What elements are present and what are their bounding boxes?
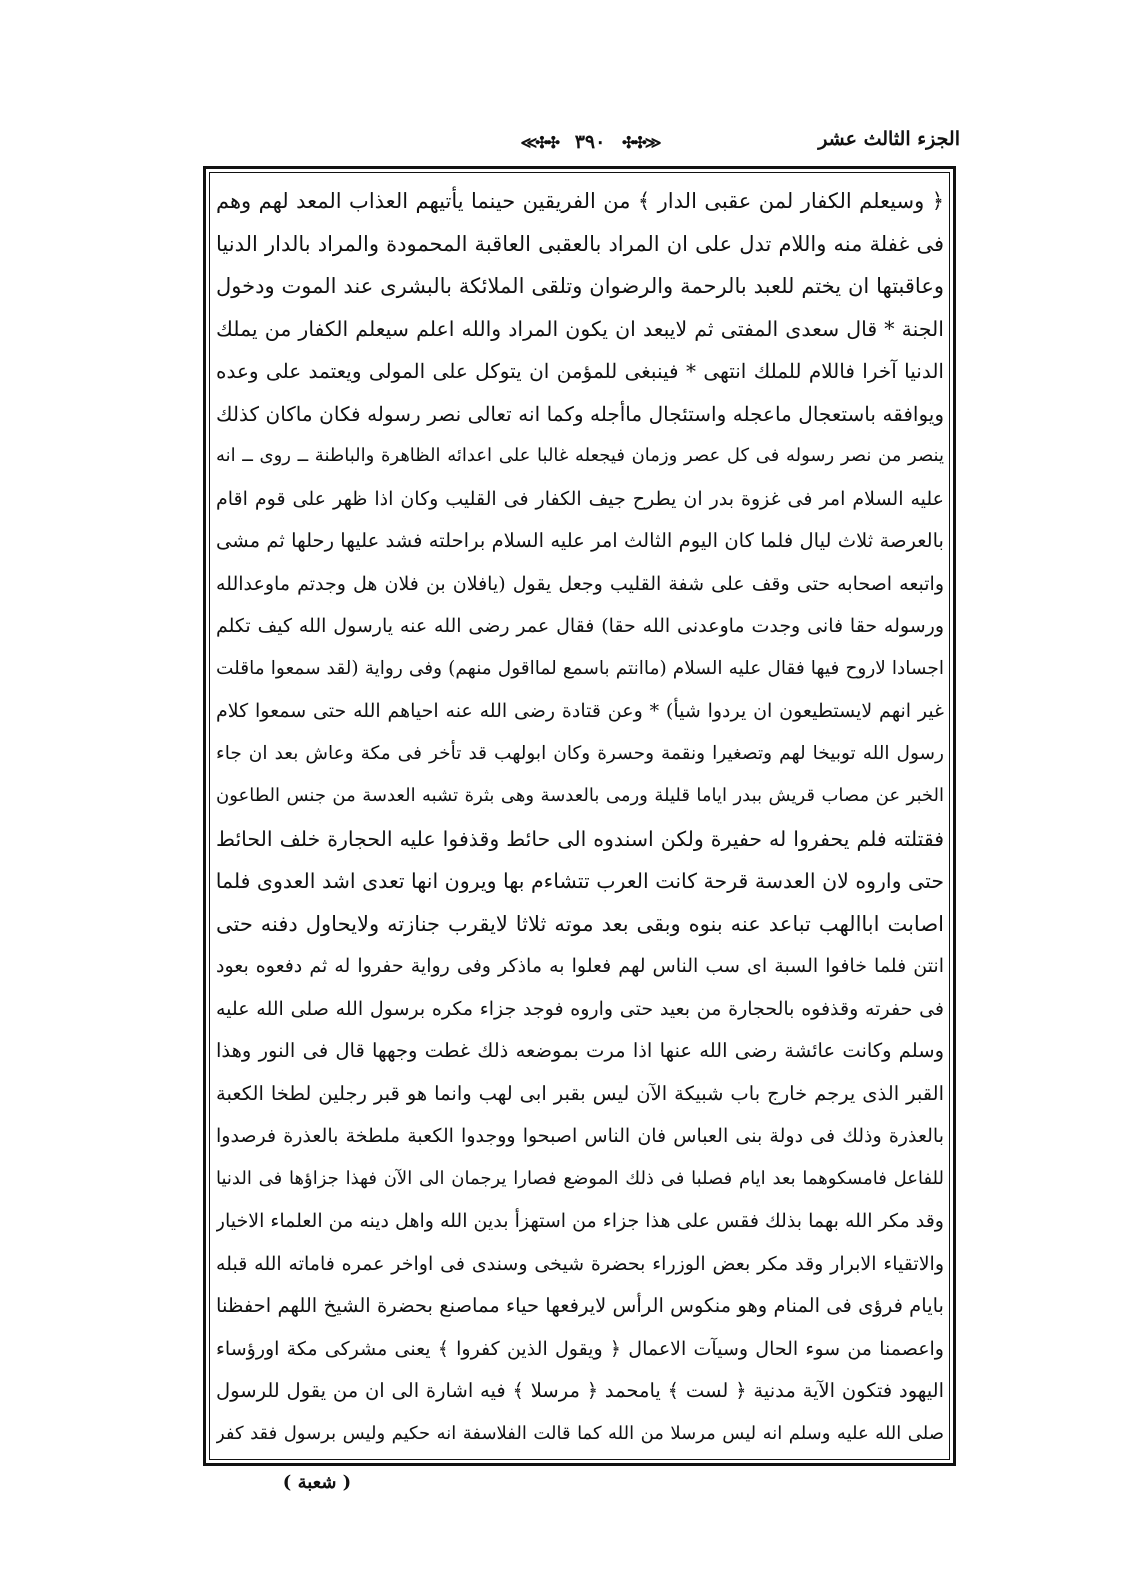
text-line: فى غفلة منه واللام تدل على ان المراد بالعقبى العاقبة المحمودة والمراد بالدار الدنيا [216, 231, 944, 256]
text-line: غير انهم لايستطيعون ان يردوا شيأ) * وعن قتادة رضى الله عنه احياهم الله حتى سمعوا كلام [216, 700, 944, 722]
body-text [216, 180, 944, 1456]
text-line: انتن فلما خافوا السبة اى سب الناس لهم فعلوا به ماذكر وفى رواية حفروا له ثم دفعوه بعود [216, 955, 944, 977]
text-line: واعصمنا من سوء الحال وسيآت الاعمال ﴿ ويقول الذين كفروا ﴾ يعنى مشركى مكة اورؤساء [216, 1337, 944, 1360]
ornament-left-icon: ≪✣✣ [520, 132, 559, 152]
signature-mark: ( شعبة ) [282, 1472, 352, 1493]
text-line: الدنيا آخرا فاللام للملك انتهى * فينبغى للمؤمن ان يتوكل على المولى ويعتمد على وعده [216, 359, 944, 383]
text-line: ينصر من نصر رسوله فى كل عصر وزمان فيجعله غالبا على اعدائه الظاهرة والباطنة ــ روى ــ انه [216, 445, 944, 466]
text-line: صلى الله عليه وسلم انه ليس مرسلا من الله كما قالت الفلاسفة انه حكيم وليس برسول فقد كفر [216, 1422, 944, 1444]
text-line: بايام فرؤى فى المنام وهو منكوس الرأس لايرفعها حياء مماصنع بحضرة الشيخ اللهم احفظنا [216, 1294, 944, 1317]
text-line: واتبعه اصحابه حتى وقف على شفة القليب وجعل يقول (يافلان بن فلان هل وجدتم ماوعدالله [216, 572, 944, 595]
text-line: ويوافقه باستعجال ماعجله واستئجال ماأجله وكما انه تعالى نصر رسوله فكان ماكان كذلك [216, 401, 944, 426]
text-line: وقد مكر الله بهما بذلك فقس على هذا جزاء من استهزأ بدين الله واهل دينه من العلماء الاخيار [216, 1210, 944, 1232]
text-line: حتى واروه لان العدسة قرحة كانت العرب تتشاءم بها ويرون انها تعدى اشد العدوى فلما [216, 869, 944, 893]
text-line: بالعذرة وذلك فى دولة بنى العباس فان الناس اصبحوا ووجدوا الكعبة ملطخة بالعذرة فرصدوا [216, 1125, 944, 1147]
text-line: عليه السلام امر فى غزوة بدر ان يطرح جيف الكفار فى القليب وكان اذا ظهر على قوم اقام [216, 487, 944, 510]
text-line: فى حفرته وقذفوه بالحجارة من بعيد حتى واروه فوجد جزاء مكره برسول الله صلى الله عليه [216, 997, 944, 1020]
text-line: ورسوله حقا فانى وجدت ماوعدنى الله حقا) فقال عمر رضى الله عنه يارسول الله كيف تكلم [216, 615, 944, 637]
text-line: للفاعل فامسكوهما بعد ايام فصلبا فى ذلك الموضع فصارا يرجمان الى الآن فهذا جزاؤها فى الدنيا [216, 1167, 944, 1189]
text-line: الخبر عن مصاب قريش ببدر اياما قليلة ورمى بالعدسة وهى بثرة تشبه العدسة من جنس الطاعون [216, 785, 944, 806]
text-line: رسول الله توبيخا لهم وتصغيرا ونقمة وحسرة وكان ابولهب قد تأخر فى مكة وعاش بعد ان جاء [216, 742, 944, 764]
text-line: الجنة * قال سعدى المفتى ثم لايبعد ان يكون المراد والله اعلم سيعلم الكفار من يملك [216, 316, 944, 341]
text-line: اجسادا لاروح فيها فقال عليه السلام (ماانتم باسمع لمااقول منهم) وفى رواية (لقد سمعوا ماقلت [216, 657, 944, 679]
ornament-right-icon: ✣✣≫ [621, 132, 660, 152]
text-line: القبر الذى يرجم خارج باب شبيكة الآن ليس بقبر ابى لهب وانما هو قبر رجلين لطخا الكعبة [216, 1081, 944, 1105]
text-line: وسلم وكانت عائشة رضى الله عنها اذا مرت بموضعه ذلك غطت وجهها قال فى النور وهذا [216, 1039, 944, 1062]
page-number-block [500, 130, 680, 153]
page-number: ٣٩٠ [574, 131, 606, 153]
text-line [216, 1455, 944, 1456]
running-header [200, 128, 960, 168]
text-line: فقتلته فلم يحفروا له حفيرة ولكن اسندوه الى حائط وقذفوا عليه الحجارة خلف الحائط [216, 826, 944, 851]
text-line: بالعرصة ثلاث ليال فلما كان اليوم الثالث امر عليه السلام براحلته فشد عليها رحلها ثم مشى [216, 529, 944, 552]
text-line: ﴿ وسيعلم الكفار لمن عقبى الدار ﴾ من الفريقين حينما يأتيهم العذاب المعد لهم وهم [216, 189, 944, 213]
text-line: اليهود فتكون الآية مدنية ﴿ لست ﴾ يامحمد ﴿ مرسلا ﴾ فيه اشارة الى ان من يقول للرسول [216, 1379, 944, 1402]
text-line: اصابت اباالهب تباعد عنه بنوه وبقى بعد موته ثلاثا لايقرب جنازته ولايحاول دفنه حتى [216, 911, 944, 936]
part-title: الجزء الثالث عشر [818, 128, 960, 150]
text-line: وعاقبتها ان يختم للعبد بالرحمة والرضوان وتلقى الملائكة بالبشرى عند الموت ودخول [216, 274, 944, 298]
text-line: والاتقياء الابرار وقد مكر بعض الوزراء بحضرة شيخى وسندى فى اواخر عمره فاماته الله قبله [216, 1252, 944, 1275]
